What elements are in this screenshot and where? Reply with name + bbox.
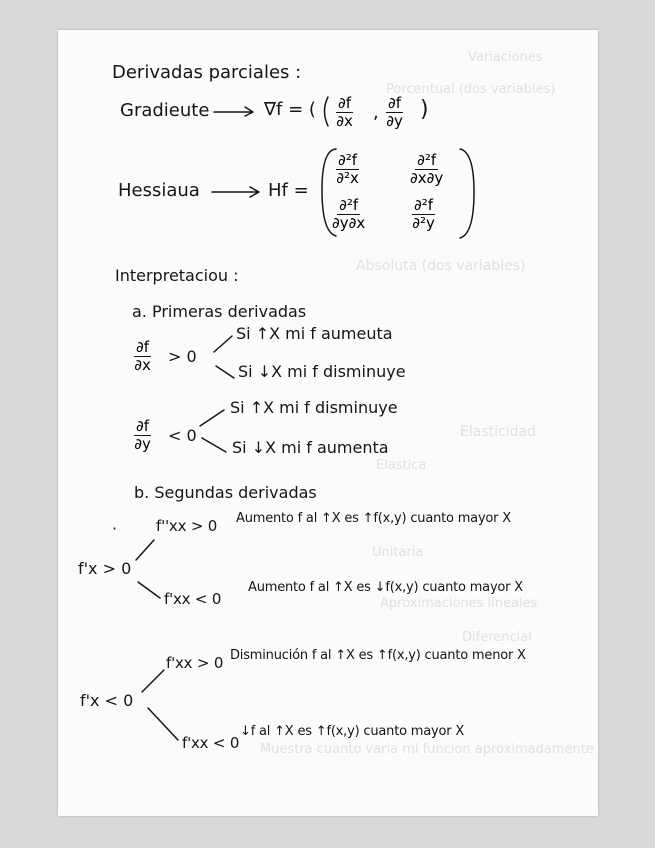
fraction-denominator: ∂²y <box>412 214 435 232</box>
second-derivatives-title: b. Segundas derivadas <box>134 483 317 502</box>
bleed-through-text: Elasticidad <box>460 424 536 440</box>
fraction-numerator: ∂²f <box>338 151 358 169</box>
gradient-arrow <box>214 107 253 116</box>
branch1-root: f'x > 0 <box>78 559 132 578</box>
fraction-denominator: ∂y <box>386 112 403 130</box>
fy-branch-line-down <box>202 438 226 452</box>
fraction-numerator: ∂²f <box>339 196 359 214</box>
hessian-right-bracket <box>460 149 474 238</box>
bleed-through-text: Aproximaciones lineales <box>380 596 538 611</box>
fraction-numerator: ∂f <box>136 338 150 356</box>
fraction-denominator: ∂x <box>336 112 353 130</box>
gradient-close-paren: ) <box>420 97 429 122</box>
branch2-up-condition: f'xx > 0 <box>166 654 224 672</box>
branch2-up-text: Disminución f al ↑X es ↑f(x,y) cuanto menor X <box>230 648 526 663</box>
fy-condition: < 0 <box>168 426 197 445</box>
first-derivatives-title: a. Primeras derivadas <box>132 302 307 321</box>
fraction-numerator: ∂²f <box>417 151 437 169</box>
fy-branch-line-up <box>200 410 224 426</box>
page-heading: Derivadas parciales : <box>112 62 302 83</box>
branch2-line-down <box>148 708 178 740</box>
branch1-line-up <box>136 540 154 560</box>
branch1-up-condition: f''xx > 0 <box>156 517 218 535</box>
gradient-symbol: ∇f = ( <box>264 99 316 120</box>
fx-branch-down: Si ↓X mi f disminuye <box>238 362 406 381</box>
branch2-line-up <box>142 670 164 692</box>
gradient-open-paren <box>325 97 329 126</box>
fraction-numerator: ∂²f <box>414 196 434 214</box>
fraction-numerator: ∂f <box>136 417 150 435</box>
interpretation-title: Interpretaciou : <box>115 266 239 285</box>
fraction-denominator: ∂x <box>134 356 151 374</box>
fx-branch-line-down <box>216 366 234 378</box>
fy-branch-up: Si ↑X mi f disminuye <box>230 398 398 417</box>
bleed-through-text: Unitaria <box>372 545 424 560</box>
fraction-denominator: ∂y∂x <box>332 214 366 232</box>
fy-branch-down: Si ↓X mi f aumenta <box>232 438 389 457</box>
fraction-numerator: ∂f <box>338 94 352 112</box>
branch2-down-text: ↓f al ↑X es ↑f(x,y) cuanto mayor X <box>240 724 465 739</box>
hessian-left-bracket <box>322 149 336 236</box>
branch2-root: f'x < 0 <box>80 691 134 710</box>
fraction-denominator: ∂x∂y <box>410 169 444 187</box>
bullet-dot: · <box>112 519 118 538</box>
fraction-denominator: ∂y <box>134 435 151 453</box>
fraction-numerator: ∂f <box>388 94 402 112</box>
bleed-through-text: Variaciones <box>468 50 543 65</box>
branch1-down-condition: f'xx < 0 <box>164 590 222 608</box>
bleed-through-text: Muestra cuanto varia mi funcion aproximadamente <box>260 742 594 757</box>
fraction-denominator: ∂²x <box>336 169 359 187</box>
hessian-arrow <box>212 187 259 197</box>
hessian-symbol: Hf = <box>268 180 309 201</box>
bleed-through-text: Absoluta (dos variables) <box>356 258 526 274</box>
bleed-through-text: Porcentual (dos variables) <box>386 82 556 97</box>
branch1-down-text: Aumento f al ↑X es ↓f(x,y) cuanto mayor X <box>248 580 523 595</box>
gradient-comma: , <box>373 102 379 123</box>
hessian-label: Hessiaua <box>118 180 200 201</box>
bleed-through-text: Diferencial <box>462 630 532 645</box>
branch1-up-text: Aumento f al ↑X es ↑f(x,y) cuanto mayor X <box>236 511 511 526</box>
bleed-through-text: Elastica <box>376 458 427 473</box>
branch2-down-condition: f'xx < 0 <box>182 734 240 752</box>
fx-condition: > 0 <box>168 347 197 366</box>
branch1-line-down <box>138 582 160 598</box>
fx-branch-line-up <box>214 336 232 352</box>
fx-branch-up: Si ↑X mi f aumeuta <box>236 324 393 343</box>
gradient-label: Gradieute <box>120 100 210 121</box>
